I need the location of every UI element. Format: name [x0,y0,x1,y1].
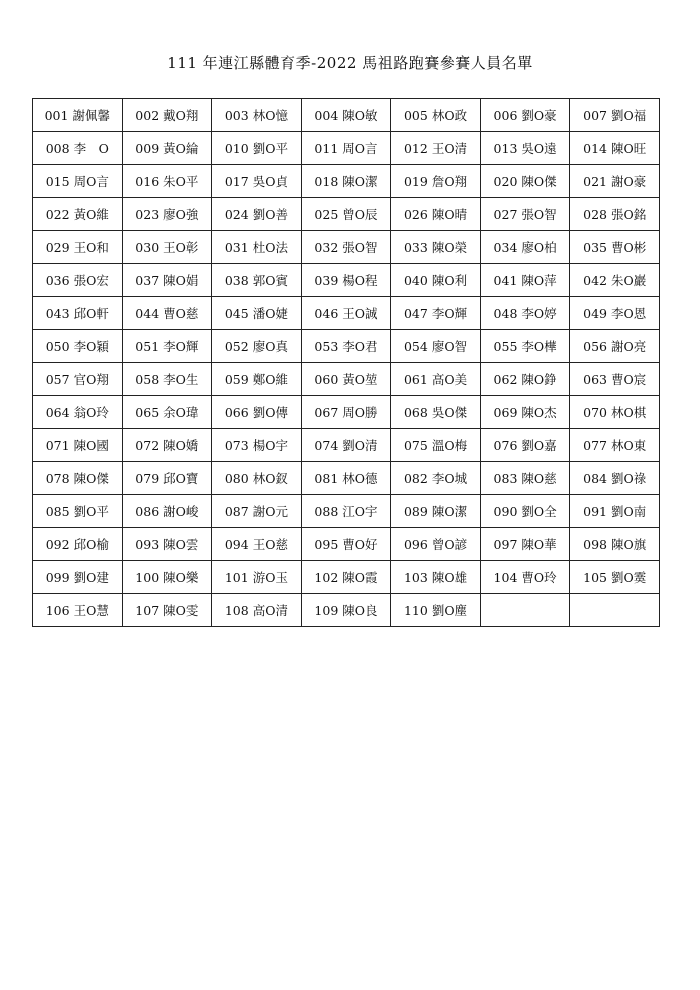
empty-cell [570,594,660,627]
participant-cell: 051 李O輝 [122,330,212,363]
participant-cell: 083 陳O慈 [480,462,570,495]
participant-cell: 063 曹O宸 [570,363,660,396]
participant-cell: 030 王O彰 [122,231,212,264]
participant-cell: 039 楊O程 [301,264,391,297]
table-row [33,165,660,198]
participant-cell: 029 王O和 [33,231,123,264]
participant-cell: 062 陳O錚 [480,363,570,396]
participant-cell: 070 林O棋 [570,396,660,429]
participant-roster-table [32,98,660,627]
participant-cell: 025 曾O辰 [301,198,391,231]
table-row [33,99,660,132]
participant-cell: 086 謝O峻 [122,495,212,528]
participant-cell: 059 鄭O維 [212,363,302,396]
participant-cell: 074 劉O清 [301,429,391,462]
participant-cell: 064 翁O玲 [33,396,123,429]
table-row [33,363,660,396]
participant-cell: 087 謝O元 [212,495,302,528]
participant-cell: 080 林O釵 [212,462,302,495]
participant-cell: 069 陳O杰 [480,396,570,429]
participant-cell: 031 杜O法 [212,231,302,264]
table-row [33,396,660,429]
participant-cell: 067 周O勝 [301,396,391,429]
empty-cell [480,594,570,627]
participant-cell: 004 陳O敏 [301,99,391,132]
participant-cell: 106 王O慧 [33,594,123,627]
participant-cell: 023 廖O強 [122,198,212,231]
participant-cell: 091 劉O南 [570,495,660,528]
participant-cell: 071 陳O國 [33,429,123,462]
participant-cell: 092 邱O榆 [33,528,123,561]
participant-cell: 024 劉O善 [212,198,302,231]
participant-cell: 101 游O玉 [212,561,302,594]
participant-cell: 105 劉O霙 [570,561,660,594]
participant-cell: 073 楊O宇 [212,429,302,462]
participant-cell: 046 王O誠 [301,297,391,330]
participant-cell: 076 劉O嘉 [480,429,570,462]
participant-cell: 077 林O東 [570,429,660,462]
participant-cell: 093 陳O雲 [122,528,212,561]
participant-cell: 068 吳O傑 [391,396,481,429]
table-row [33,297,660,330]
participant-cell: 079 邱O寶 [122,462,212,495]
table-row [33,561,660,594]
table-row [33,330,660,363]
participant-cell: 097 陳O華 [480,528,570,561]
participant-cell: 016 朱O平 [122,165,212,198]
participant-cell: 066 劉O傳 [212,396,302,429]
participant-cell: 009 黃O綸 [122,132,212,165]
table-row [33,495,660,528]
participant-cell: 027 張O智 [480,198,570,231]
participant-cell: 110 劉O塵 [391,594,481,627]
table-row [33,198,660,231]
participant-cell: 001 謝佩馨 [33,99,123,132]
participant-cell: 078 陳O傑 [33,462,123,495]
participant-cell: 056 謝O亮 [570,330,660,363]
participant-cell: 082 李O城 [391,462,481,495]
participant-cell: 088 江O宇 [301,495,391,528]
participant-cell: 104 曹O玲 [480,561,570,594]
participant-cell: 036 張O宏 [33,264,123,297]
participant-cell: 055 李O樺 [480,330,570,363]
participant-cell: 050 李O穎 [33,330,123,363]
participant-cell: 053 李O君 [301,330,391,363]
table-row [33,429,660,462]
participant-cell: 038 郭O賓 [212,264,302,297]
participant-cell: 109 陳O良 [301,594,391,627]
participant-cell: 043 邱O軒 [33,297,123,330]
participant-cell: 048 李O婷 [480,297,570,330]
table-row [33,231,660,264]
participant-cell: 058 李O生 [122,363,212,396]
participant-cell: 006 劉O豪 [480,99,570,132]
participant-cell: 033 陳O榮 [391,231,481,264]
participant-cell: 094 王O慈 [212,528,302,561]
participant-cell: 041 陳O萍 [480,264,570,297]
participant-cell: 084 劉O祿 [570,462,660,495]
participant-cell: 085 劉O平 [33,495,123,528]
participant-cell: 034 廖O柏 [480,231,570,264]
participant-cell: 040 陳O利 [391,264,481,297]
participant-cell: 099 劉O建 [33,561,123,594]
participant-cell: 005 林O政 [391,99,481,132]
participant-cell: 015 周O言 [33,165,123,198]
participant-cell: 096 曾O諺 [391,528,481,561]
participant-cell: 022 黃O維 [33,198,123,231]
participant-cell: 100 陳O樂 [122,561,212,594]
roster-body [33,99,660,627]
participant-cell: 020 陳O傑 [480,165,570,198]
participant-cell: 035 曹O彬 [570,231,660,264]
participant-cell: 008 李 O [33,132,123,165]
participant-cell: 010 劉O平 [212,132,302,165]
table-row [33,594,660,627]
participant-cell: 102 陳O霞 [301,561,391,594]
participant-cell: 098 陳O旗 [570,528,660,561]
participant-cell: 026 陳O晴 [391,198,481,231]
participant-cell: 003 林O憶 [212,99,302,132]
participant-cell: 072 陳O嬌 [122,429,212,462]
participant-cell: 052 廖O真 [212,330,302,363]
participant-cell: 012 王O清 [391,132,481,165]
participant-cell: 095 曹O好 [301,528,391,561]
participant-cell: 002 戴O翔 [122,99,212,132]
participant-cell: 032 張O智 [301,231,391,264]
participant-cell: 042 朱O巖 [570,264,660,297]
table-row [33,528,660,561]
participant-cell: 049 李O恩 [570,297,660,330]
participant-cell: 018 陳O潔 [301,165,391,198]
participant-cell: 103 陳O雄 [391,561,481,594]
participant-cell: 017 吳O貞 [212,165,302,198]
participant-cell: 021 謝O豪 [570,165,660,198]
participant-cell: 089 陳O潔 [391,495,481,528]
participant-cell: 007 劉O福 [570,99,660,132]
participant-cell: 019 詹O翔 [391,165,481,198]
participant-cell: 065 余O瑋 [122,396,212,429]
page-title: 111 年連江縣體育季-2022 馬祖路跑賽參賽人員名單 [167,54,533,72]
participant-cell: 011 周O言 [301,132,391,165]
participant-cell: 028 張O銘 [570,198,660,231]
participant-cell: 061 高O美 [391,363,481,396]
participant-cell: 057 官O翔 [33,363,123,396]
table-row [33,132,660,165]
participant-cell: 075 溫O梅 [391,429,481,462]
table-row [33,462,660,495]
participant-cell: 045 潘O婕 [212,297,302,330]
table-row [33,264,660,297]
participant-cell: 047 李O輝 [391,297,481,330]
participant-cell: 014 陳O旺 [570,132,660,165]
participant-cell: 090 劉O全 [480,495,570,528]
participant-cell: 081 林O德 [301,462,391,495]
participant-cell: 037 陳O娟 [122,264,212,297]
participant-cell: 044 曹O慈 [122,297,212,330]
participant-cell: 013 吳O遠 [480,132,570,165]
participant-cell: 108 高O清 [212,594,302,627]
participant-cell: 054 廖O智 [391,330,481,363]
participant-cell: 060 黃O堃 [301,363,391,396]
participant-cell: 107 陳O雯 [122,594,212,627]
